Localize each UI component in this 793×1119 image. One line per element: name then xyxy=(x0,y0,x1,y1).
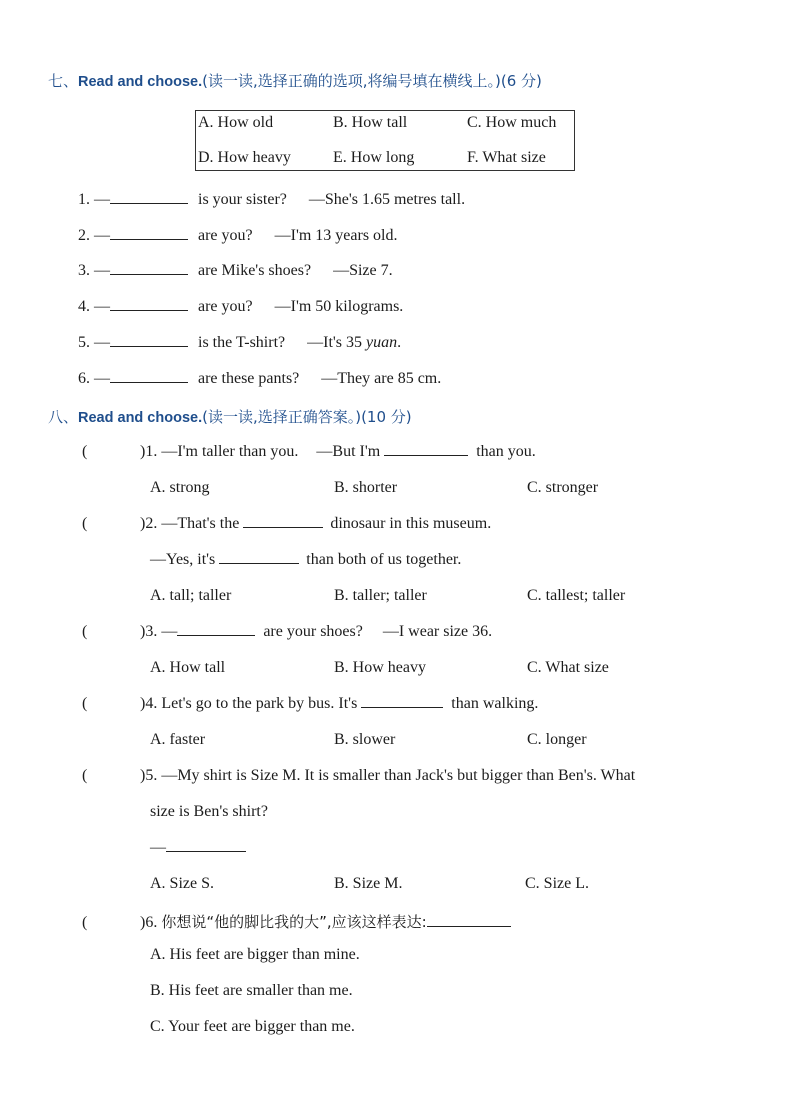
answer-blank[interactable] xyxy=(110,202,188,204)
s7-item-4 xyxy=(78,298,403,316)
section7-title xyxy=(48,70,542,91)
q6-prompt: 你想说“他的脚比我的大”,应该这样表达: xyxy=(161,913,427,931)
s7-item-6 xyxy=(78,370,441,388)
q2-option-a[interactable]: A. tall; taller xyxy=(150,587,232,604)
q3-text-a: are your shoes? xyxy=(263,623,363,640)
q4-label: )4. xyxy=(140,695,158,712)
answer-blank[interactable] xyxy=(110,381,188,383)
q2-text-c: —Yes, it's xyxy=(150,551,216,568)
item-answer: —They are 85 cm. xyxy=(321,370,442,387)
item-dash: — xyxy=(94,370,110,387)
section7-title-en: Read and choose. xyxy=(78,74,203,90)
q4-text-b: than walking. xyxy=(451,695,539,712)
option-d: D. How heavy xyxy=(198,149,291,166)
answer-paren[interactable]: ( xyxy=(82,443,88,460)
q3-option-c[interactable]: C. What size xyxy=(527,659,609,676)
item-question: are you? xyxy=(198,227,253,244)
item-question: is your sister? xyxy=(198,191,287,208)
q1-label: )1. xyxy=(140,443,158,460)
option-e: E. How long xyxy=(333,149,415,166)
item-dash: — xyxy=(94,334,110,351)
answer-blank[interactable] xyxy=(110,238,188,240)
q3-dash: — xyxy=(161,623,178,640)
answer-blank[interactable] xyxy=(110,273,188,275)
item-dash: — xyxy=(94,191,110,208)
item-answer: —She's 1.65 metres tall. xyxy=(308,191,466,208)
item-question: are you? xyxy=(198,298,253,315)
q5-stem xyxy=(82,767,635,785)
q5-option-a[interactable]: A. Size S. xyxy=(150,875,214,892)
answer-blank[interactable] xyxy=(427,925,511,927)
q5-option-b[interactable]: B. Size M. xyxy=(334,875,403,892)
q6-stem xyxy=(82,911,511,932)
q2-option-c[interactable]: C. tallest; taller xyxy=(527,587,626,604)
q2-text-a: —That's the xyxy=(161,515,240,532)
section7-title-zh: (读一读,选择正确的选项,将编号填在横线上。)(6 分) xyxy=(202,72,542,90)
q4-stem xyxy=(82,695,538,713)
option-b: B. How tall xyxy=(333,114,408,131)
item-number: 3. xyxy=(78,262,90,279)
q1-text-c: than you. xyxy=(476,443,536,460)
item-number: 6. xyxy=(78,370,90,387)
q1-option-a[interactable]: A. strong xyxy=(150,479,210,496)
answer-blank[interactable] xyxy=(361,706,443,708)
section8-title-en: Read and choose. xyxy=(78,410,203,426)
section8-title-zh: (读一读,选择正确答案。)(10 分) xyxy=(202,408,412,426)
q5-label: )5. xyxy=(140,767,158,784)
s7-item-3 xyxy=(78,262,393,280)
item-number: 1. xyxy=(78,191,90,208)
answer-blank[interactable] xyxy=(219,562,299,564)
q4-option-b[interactable]: B. slower xyxy=(334,731,396,748)
item-dash: — xyxy=(94,262,110,279)
item-answer: —I'm 50 kilograms. xyxy=(274,298,404,315)
s7-item-5 xyxy=(78,334,401,352)
answer-blank[interactable] xyxy=(110,345,188,347)
s7-item-1 xyxy=(78,191,465,209)
answer-blank[interactable] xyxy=(177,634,255,636)
answer-blank[interactable] xyxy=(243,526,323,528)
answer-paren[interactable]: ( xyxy=(82,515,88,532)
section7-number: 七、 xyxy=(48,72,79,90)
option-box xyxy=(195,110,575,171)
q3-label: )3. xyxy=(140,623,158,640)
q4-option-c[interactable]: C. longer xyxy=(527,731,587,748)
q2-label: )2. xyxy=(140,515,158,532)
q4-option-a[interactable]: A. faster xyxy=(150,731,206,748)
item-answer: —Size 7. xyxy=(333,262,393,279)
q3-option-b[interactable]: B. How heavy xyxy=(334,659,426,676)
item-question: are Mike's shoes? xyxy=(198,262,312,279)
item-answer: —It's 35 yuan. xyxy=(307,334,402,351)
item-dash: — xyxy=(94,227,110,244)
option-a: A. How old xyxy=(198,114,274,131)
q2-stem xyxy=(82,515,491,533)
item-answer: —I'm 13 years old. xyxy=(274,227,398,244)
q6-label: )6. xyxy=(140,914,158,931)
item-question: is the T-shirt? xyxy=(198,334,286,351)
q4-text-a: Let's go to the park by bus. It's xyxy=(161,695,358,712)
answer-blank[interactable] xyxy=(110,309,188,311)
q2-stem-line2 xyxy=(150,551,461,569)
q1-option-b[interactable]: B. shorter xyxy=(334,479,398,496)
q2-option-b[interactable]: B. taller; taller xyxy=(334,587,427,604)
item-question: are these pants? xyxy=(198,370,300,387)
q2-text-d: than both of us together. xyxy=(306,551,462,568)
q5-text-b: size is Ben's shirt? xyxy=(150,803,268,820)
q2-text-b: dinosaur in this museum. xyxy=(330,515,492,532)
q3-stem xyxy=(82,623,492,641)
answer-blank[interactable] xyxy=(166,850,246,852)
q3-text-b: —I wear size 36. xyxy=(382,623,493,640)
q1-option-c[interactable]: C. stronger xyxy=(527,479,599,496)
q5-text-a: —My shirt is Size M. It is smaller than Jack's but bigger than Ben's. What xyxy=(161,767,636,784)
answer-paren[interactable]: ( xyxy=(82,695,88,712)
q5-option-c[interactable]: C. Size L. xyxy=(525,875,589,892)
q5-answer-line xyxy=(150,839,246,857)
item-number: 4. xyxy=(78,298,90,315)
q3-option-a[interactable]: A. How tall xyxy=(150,659,226,676)
q6-option-a[interactable]: A. His feet are bigger than mine. xyxy=(150,946,360,963)
section8-title xyxy=(48,406,412,427)
q1-stem xyxy=(82,443,536,461)
answer-paren[interactable]: ( xyxy=(82,623,88,640)
q1-text-b: —But I'm xyxy=(316,443,381,460)
option-c: C. How much xyxy=(467,114,557,131)
answer-blank[interactable] xyxy=(384,454,468,456)
option-f: F. What size xyxy=(467,149,546,166)
q6-option-b[interactable]: B. His feet are smaller than me. xyxy=(150,982,353,999)
item-number: 2. xyxy=(78,227,90,244)
answer-paren[interactable]: ( xyxy=(82,767,88,784)
q1-text-a: —I'm taller than you. xyxy=(161,443,299,460)
section8-number: 八、 xyxy=(48,408,79,426)
item-dash: — xyxy=(94,298,110,315)
q6-option-c[interactable]: C. Your feet are bigger than me. xyxy=(150,1018,355,1035)
answer-paren[interactable]: ( xyxy=(82,914,88,931)
q5-dash: — xyxy=(150,839,166,856)
s7-item-2 xyxy=(78,227,398,245)
item-number: 5. xyxy=(78,334,90,351)
